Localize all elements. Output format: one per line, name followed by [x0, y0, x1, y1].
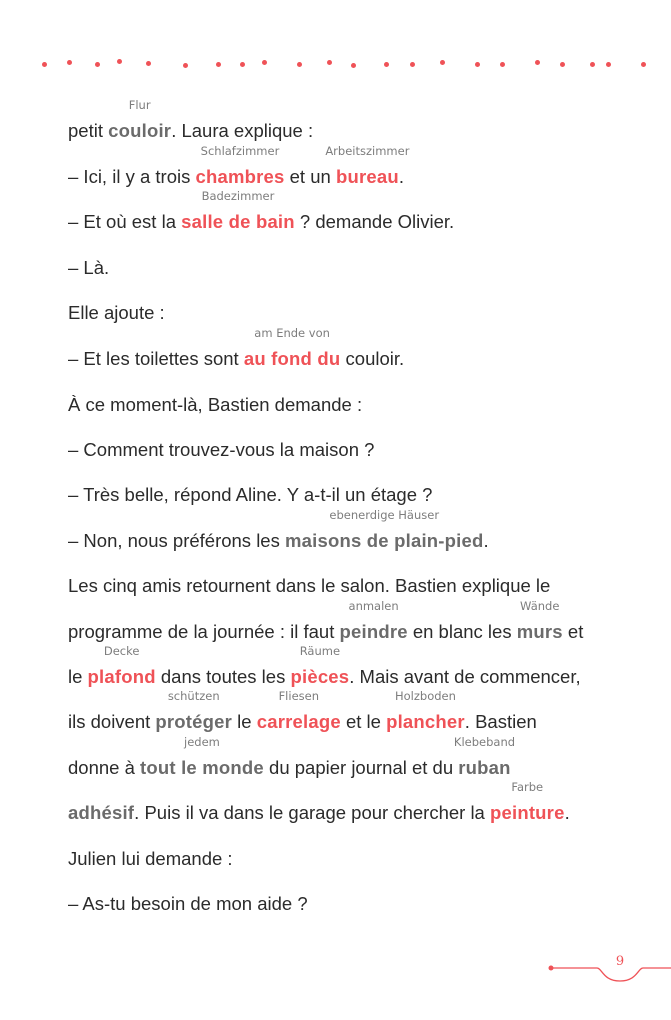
text-segment: – Ici, il y a trois	[68, 166, 196, 187]
text-line	[68, 484, 432, 506]
decorative-dot	[535, 60, 540, 65]
text-line	[68, 257, 109, 279]
text-segment: ? demande Olivier.	[294, 211, 455, 232]
decorative-dot	[67, 60, 72, 65]
translation-gloss: Wände	[520, 599, 560, 613]
translation-gloss: Räume	[299, 644, 341, 658]
decorative-dot	[641, 62, 646, 67]
text-segment: .	[564, 802, 570, 823]
translation-gloss: Schlafzimmer	[200, 144, 280, 158]
highlighted-word: pièces	[290, 666, 350, 687]
vocab-word	[140, 735, 264, 779]
decorative-dot	[240, 62, 245, 67]
vocab-word	[256, 689, 341, 733]
page-footer	[545, 948, 671, 984]
text-line	[68, 302, 165, 324]
dotted-border	[0, 50, 671, 74]
vocab-word	[285, 508, 484, 552]
text-line	[68, 189, 455, 233]
vocab-word	[155, 689, 233, 733]
text-segment: programme de la journée : il faut	[68, 621, 340, 642]
highlighted-word: couloir	[108, 120, 172, 141]
text-line	[68, 394, 362, 416]
text-line	[68, 326, 405, 370]
page-number: 9	[615, 954, 625, 969]
decorative-dot	[42, 62, 47, 67]
text-segment: en blanc les	[407, 621, 517, 642]
decorative-dot	[351, 63, 356, 68]
text-segment: – Et les toilettes sont	[68, 348, 244, 369]
text-segment: – As-tu besoin de mon aide ?	[68, 893, 308, 914]
text-line	[68, 508, 489, 552]
decorative-dot	[95, 62, 100, 67]
text-segment: – Comment trouvez-vous la maison ?	[68, 439, 375, 460]
highlighted-word: plancher	[386, 711, 465, 732]
text-line	[68, 599, 584, 643]
text-line	[68, 144, 410, 188]
translation-gloss: ebenerdige Häuser	[329, 508, 440, 522]
text-segment: le	[68, 666, 88, 687]
vocab-word	[489, 780, 565, 824]
translation-gloss: Fliesen	[278, 689, 319, 703]
text-segment: donne à	[68, 757, 141, 778]
text-segment: À ce moment-là, Bastien demande :	[68, 394, 363, 415]
highlighted-word: carrelage	[256, 711, 341, 732]
highlighted-word: maisons de plain-pied	[285, 530, 484, 551]
highlighted-word: peinture	[489, 802, 565, 823]
decorative-dot	[262, 60, 267, 65]
translation-gloss: anmalen	[348, 599, 399, 613]
decorative-dot	[146, 61, 151, 66]
text-segment: .	[483, 530, 489, 551]
text-line	[68, 735, 516, 779]
translation-gloss: Holzboden	[394, 689, 456, 703]
text-segment: du papier journal et du	[263, 757, 459, 778]
text-segment: – Et où est la	[68, 211, 182, 232]
text-segment: dans toutes les	[155, 666, 291, 687]
decorative-dot	[440, 60, 445, 65]
decorative-dot	[410, 62, 415, 67]
vocab-word	[108, 98, 172, 142]
translation-gloss: Arbeitszimmer	[325, 144, 410, 158]
text-segment: . Mais avant de commencer,	[349, 666, 581, 687]
vocab-word	[195, 144, 285, 188]
text-segment: Julien lui demande :	[68, 848, 233, 869]
highlighted-word: plafond	[87, 666, 156, 687]
vocab-word	[516, 599, 563, 643]
vocab-word	[87, 644, 156, 688]
decorative-dot	[475, 62, 480, 67]
decorative-dot	[297, 62, 302, 67]
text-line	[68, 98, 314, 142]
highlighted-word: salle de bain	[181, 211, 295, 232]
decorative-dot	[117, 59, 122, 64]
decorative-dot	[500, 62, 505, 67]
vocab-word	[453, 735, 516, 779]
text-segment: le	[232, 711, 257, 732]
text-segment: .	[398, 166, 404, 187]
text-segment: et un	[284, 166, 336, 187]
text-segment: et le	[340, 711, 387, 732]
text-line	[68, 780, 570, 824]
decorative-dot	[606, 62, 611, 67]
highlighted-word: peindre	[339, 621, 408, 642]
decorative-dot	[560, 62, 565, 67]
translation-gloss: Decke	[103, 644, 140, 658]
text-line	[68, 575, 550, 597]
decorative-dot	[384, 62, 389, 67]
text-segment: couloir.	[340, 348, 405, 369]
highlighted-word: protéger	[155, 711, 233, 732]
text-segment: petit	[68, 120, 109, 141]
highlighted-word: murs	[516, 621, 563, 642]
text-segment: . Bastien	[464, 711, 537, 732]
text-segment: – Là.	[68, 257, 110, 278]
vocab-word	[68, 802, 134, 824]
highlighted-word: chambres	[195, 166, 285, 187]
translation-gloss: am Ende von	[254, 326, 330, 340]
highlighted-word: ruban	[458, 757, 511, 778]
vocab-word	[325, 144, 410, 188]
text-segment: Elle ajoute :	[68, 302, 165, 323]
translation-gloss: schützen	[167, 689, 220, 703]
decorative-dot	[327, 60, 332, 65]
text-line	[68, 848, 233, 870]
vocab-word	[339, 599, 408, 643]
decorative-dot	[183, 63, 188, 68]
translation-gloss: Badezimmer	[201, 189, 275, 203]
text-line	[68, 893, 308, 915]
vocab-word	[290, 644, 350, 688]
highlighted-word: bureau	[335, 166, 399, 187]
translation-gloss: Farbe	[511, 780, 544, 794]
translation-gloss: Flur	[128, 98, 151, 112]
text-segment: ils doivent	[68, 711, 156, 732]
decorative-dot	[590, 62, 595, 67]
text-segment: – Non, nous préférons les	[68, 530, 285, 551]
vocab-word	[386, 689, 465, 733]
text-segment: . Puis il va dans le garage pour chercher la	[134, 802, 490, 823]
text-segment: et	[562, 621, 584, 642]
decorative-dot	[216, 62, 221, 67]
translation-gloss: Klebeband	[453, 735, 516, 749]
text-line	[68, 689, 537, 733]
highlighted-word: au fond du	[243, 348, 341, 369]
vocab-word	[181, 189, 295, 233]
text-segment: . Laura explique :	[171, 120, 314, 141]
highlighted-word: adhésif	[68, 802, 135, 823]
translation-gloss: jedem	[184, 735, 220, 749]
vocab-word	[243, 326, 341, 370]
text-line	[68, 644, 581, 688]
text-segment: Les cinq amis retournent dans le salon. Bastien explique le	[68, 575, 551, 596]
text-segment: – Très belle, répond Aline. Y a-t-il un étage ?	[68, 484, 433, 505]
text-line	[68, 439, 374, 461]
highlighted-word: tout le monde	[140, 757, 264, 778]
